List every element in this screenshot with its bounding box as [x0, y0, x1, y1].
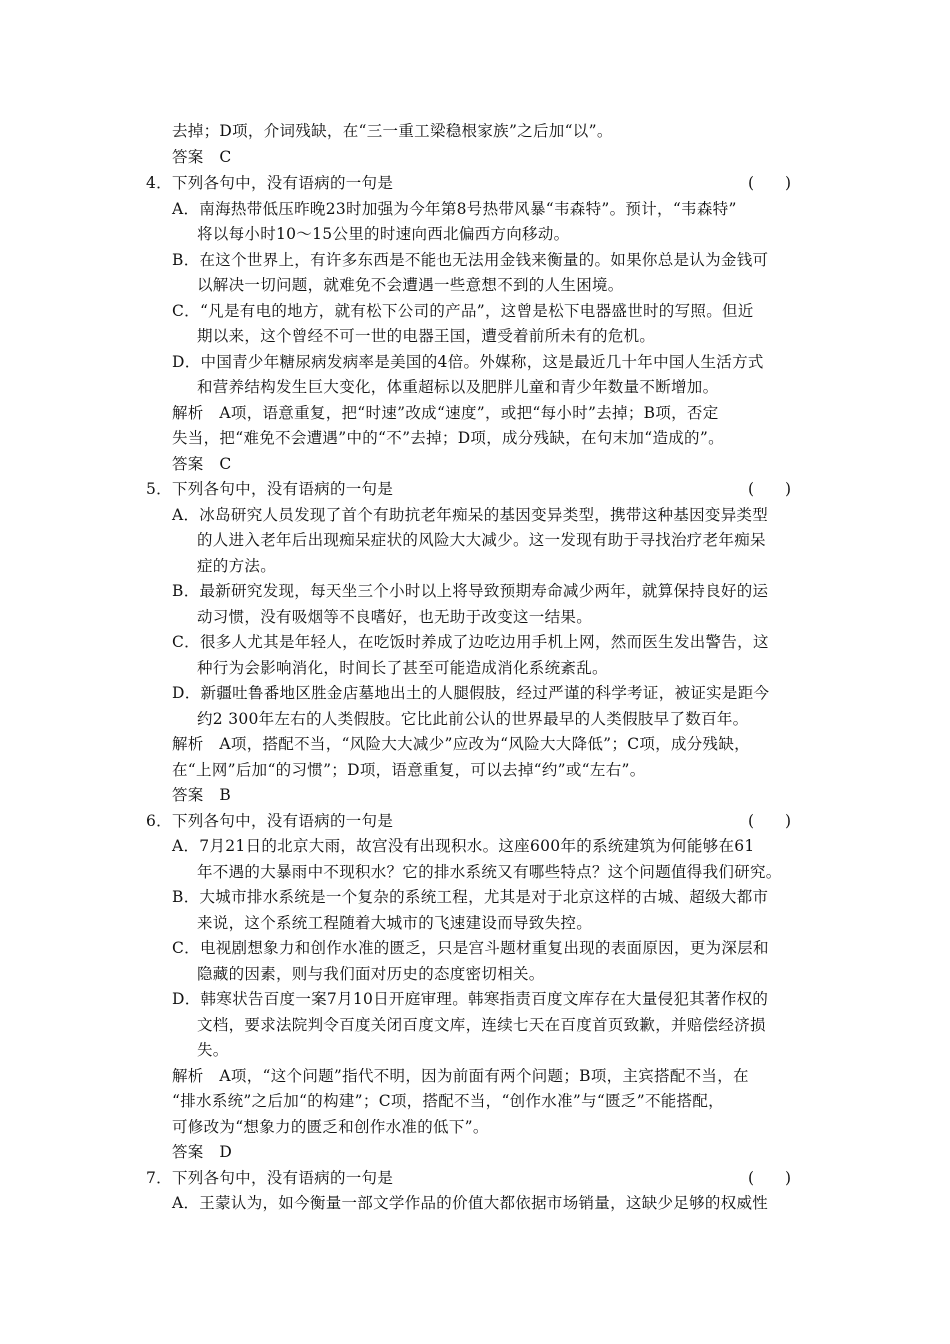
- q5-option-c: C．很多人尤其是年轻人，在吃饭时养成了边吃边用手机上网，然而医生发出警告，这: [172, 633, 769, 651]
- q5-option-d-cont: 约2 300年左右的人类假肢。它比此前公认的世界最早的人类假肢早了数百年。: [197, 710, 749, 728]
- intro-analysis-line: 去掉；D项，介词残缺，在“三一重工梁稳根家族”之后加“以”。: [172, 122, 613, 140]
- q6-option-c: C．电视剧想象力和创作水准的匮乏，只是宫斗题材重复出现的表面原因，更为深层和: [172, 939, 769, 957]
- q5-answer: 答案 B: [172, 786, 232, 804]
- q6-option-b-cont: 来说，这个系统工程随着大城市的飞速建设而导致失控。: [197, 914, 593, 932]
- q6-option-d-cont: 文档，要求法院判令百度关闭百度文库，连续七天在百度首页致歉，并赔偿经济损: [197, 1016, 766, 1034]
- question-6-answer-blank: ( ): [748, 812, 792, 830]
- q5-analysis: 解析 A项，搭配不当，“风险大大减少”应改为“风险大大降低”；C项，成分残缺，: [172, 735, 750, 753]
- q5-option-a-cont2: 症的方法。: [197, 557, 277, 575]
- q4-option-b: B．在这个世界上，有许多东西是不能也无法用金钱来衡量的。如果你总是认为金钱可: [172, 251, 769, 269]
- q4-option-b-cont: 以解决一切问题，就难免不会遭遇一些意想不到的人生困境。: [197, 276, 624, 294]
- question-6-stem: 6．下列各句中，没有语病的一句是: [146, 812, 394, 830]
- q5-option-b-cont: 动习惯，没有吸烟等不良嗜好，也无助于改变这一结果。: [197, 608, 593, 626]
- question-5-answer-blank: ( ): [748, 480, 792, 498]
- q4-option-c: C．“凡是有电的地方，就有松下公司的产品”，这曾是松下电器盛世时的写照。但近: [172, 302, 754, 320]
- q6-option-a: A．7月21日的北京大雨，故宫没有出现积水。这座600年的系统建筑为何能够在61: [172, 837, 755, 855]
- q5-option-c-cont: 种行为会影响消化，时间长了甚至可能造成消化系统紊乱。: [197, 659, 608, 677]
- q5-analysis-cont: 在“上网”后加“的习惯”；D项，语意重复，可以去掉“约”或“左右”。: [172, 761, 646, 779]
- q4-option-c-cont: 期以来，这个曾经不可一世的电器王国，遭受着前所未有的危机。: [197, 327, 656, 345]
- q5-option-a: A．冰岛研究人员发现了首个有助抗老年痴呆的基因变异类型，携带这种基因变异类型: [172, 506, 769, 524]
- question-4-stem: 4．下列各句中，没有语病的一句是: [146, 174, 394, 192]
- q6-option-a-cont: 年不遇的大暴雨中不现积水？它的排水系统又有哪些特点？这个问题值得我们研究。: [197, 863, 782, 881]
- q7-option-a: A．王蒙认为，如今衡量一部文学作品的价值大都依据市场销量，这缺少足够的权威性: [172, 1194, 769, 1212]
- q6-option-b: B．大城市排水系统是一个复杂的系统工程，尤其是对于北京这样的古城、超级大都市: [172, 888, 769, 906]
- q5-option-b: B．最新研究发现，每天坐三个小时以上将导致预期寿命减少两年，就算保持良好的运: [172, 582, 769, 600]
- q4-option-a: A．南海热带低压昨晚23时加强为今年第8号热带风暴“韦森特”。预计，“韦森特”: [172, 200, 737, 218]
- question-5-stem: 5．下列各句中，没有语病的一句是: [146, 480, 394, 498]
- q4-option-d: D．中国青少年糖尿病发病率是美国的4倍。外媒称，这是最近几十年中国人生活方式: [172, 353, 764, 371]
- q6-analysis: 解析 A项，“这个问题”指代不明，因为前面有两个问题；B项，主宾搭配不当，在: [172, 1067, 749, 1085]
- question-7-answer-blank: ( ): [748, 1169, 792, 1187]
- q6-analysis-cont2: 可修改为“想象力的匮乏和创作水准的低下”。: [172, 1118, 489, 1136]
- q6-option-d-cont2: 失。: [197, 1041, 229, 1059]
- q4-analysis-cont: 失当，把“难免不会遭遇”中的“不”去掉；D项，成分残缺，在句末加“造成的”。: [172, 429, 724, 447]
- q4-analysis: 解析 A项，语意重复，把“时速”改成“速度”，或把“每小时”去掉；B项，否定: [172, 404, 719, 422]
- q5-option-d: D．新疆吐鲁番地区胜金店墓地出土的人腿假肢，经过严谨的科学考证，被证实是距今: [172, 684, 770, 702]
- question-7-stem: 7．下列各句中，没有语病的一句是: [146, 1169, 394, 1187]
- q4-option-a-cont: 将以每小时10～15公里的时速向西北偏西方向移动。: [197, 225, 570, 243]
- q4-answer: 答案 C: [172, 455, 232, 473]
- q5-option-a-cont: 的人进入老年后出现痴呆症状的风险大大减少。这一发现有助于寻找治疗老年痴呆: [197, 531, 766, 549]
- q6-option-c-cont: 隐藏的因素，则与我们面对历史的态度密切相关。: [197, 965, 545, 983]
- q6-option-d: D．韩寒状告百度一案7月10日开庭审理。韩寒指责百度文库存在大量侵犯其著作权的: [172, 990, 769, 1008]
- q6-analysis-cont: “排水系统”之后加“的构建”；C项，搭配不当，“创作水准”与“匮乏”不能搭配，: [172, 1092, 724, 1110]
- intro-answer: 答案 C: [172, 148, 232, 166]
- q6-answer: 答案 D: [172, 1143, 233, 1161]
- question-4-answer-blank: ( ): [748, 174, 792, 192]
- q4-option-d-cont: 和营养结构发生巨大变化，体重超标以及肥胖儿童和青少年数量不断增加。: [197, 378, 719, 396]
